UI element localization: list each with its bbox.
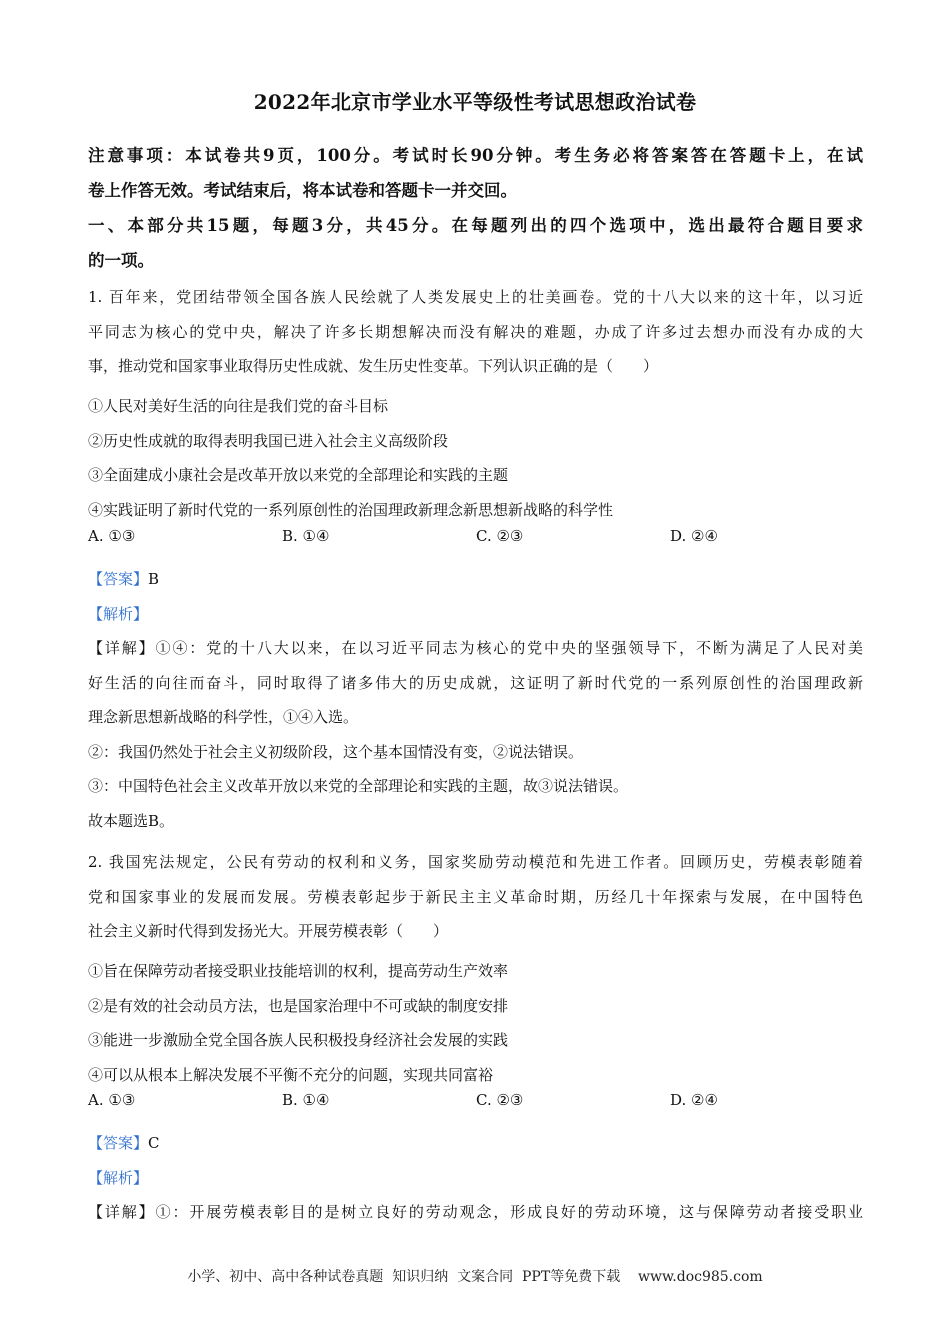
detail-text: ①：开展劳模表彰目的是树立良好的劳动观念，形成良好的劳动环境，这与保障劳动者接受职业 — [155, 1203, 863, 1221]
analysis-tag: 【解析】 — [88, 604, 149, 623]
question-2-options — [88, 1091, 868, 1125]
question-1-stem — [88, 280, 863, 384]
statement-item: ④实践证明了新时代党的一系列原创性的治国理政新理念新思想新战略的科学性 — [88, 500, 614, 519]
stem-line: 平同志为核心的党中央，解决了许多长期想解决而没有解决的难题，办成了许多过去想办而没有办成的大 — [88, 322, 863, 341]
answer-tag: 【答案】 — [88, 1134, 149, 1152]
analysis-tag: 【解析】 — [88, 1168, 149, 1187]
notice-line: 注意事项：本试卷共9页，100分。考试时长90分钟。考生务必将答案答在答题卡上，在试 — [88, 146, 863, 165]
section-line: 一、本部分共15题，每题3分，共45分。在每题列出的四个选项中，选出最符合题目要求 — [88, 216, 863, 235]
answer-value: C — [148, 1134, 160, 1152]
stem-line: 2. 我国宪法规定，公民有劳动的权利和义务，国家奖励劳动模范和先进工作者。回顾历史，劳模表彰随着 — [88, 853, 863, 871]
notice-line: 卷上作答无效。考试结束后，将本试卷和答题卡一并交回。 — [88, 180, 517, 200]
page-title: 2022年北京市学业水平等级性考试思想政治试卷 — [253, 90, 697, 114]
option-b: B. ①④ — [282, 527, 330, 545]
option-d: D. ②④ — [670, 1091, 718, 1109]
option-c: C. ②③ — [476, 1091, 524, 1109]
section-heading — [88, 208, 863, 277]
detail-line: 好生活的向往而奋斗，同时取得了诸多伟大的历史成就，这证明了新时代党的一系列原创性的治国理政新 — [88, 673, 863, 692]
page-footer: 小学、初中、高中各种试卷真题 知识归纳 文案合同 PPT等免费下载 www.doc985.com — [187, 1269, 763, 1285]
statement-item: ④可以从根本上解决发展不平衡不充分的问题，实现共同富裕 — [88, 1065, 494, 1084]
detail-line: 理念新思想新战略的科学性，①④入选。 — [88, 708, 359, 726]
option-a: A. ①③ — [88, 1091, 136, 1109]
detail-line: ②：我国仍然处于社会主义初级阶段，这个基本国情没有变，②说法错误。 — [88, 742, 584, 761]
answer-line — [88, 562, 863, 597]
answer-line — [88, 1126, 863, 1161]
question-2-items — [88, 954, 863, 1092]
question-1-options — [88, 527, 868, 561]
notice — [88, 138, 863, 207]
statement-item: ①人民对美好生活的向往是我们党的奋斗目标 — [88, 397, 389, 415]
option-c: C. ②③ — [476, 527, 524, 545]
statement-item: ②是有效的社会动员方法，也是国家治理中不可或缺的制度安排 — [88, 996, 509, 1015]
question-2-stem — [88, 845, 863, 949]
option-a: A. ①③ — [88, 527, 136, 545]
detail-tag: 【详解】 — [88, 639, 156, 657]
detail-line: 故本题选B。 — [88, 811, 175, 830]
option-b: B. ①④ — [282, 1091, 330, 1109]
analysis-line — [88, 597, 863, 632]
detail-line: ③：中国特色社会主义改革开放以来党的全部理论和实践的主题，故③说法错误。 — [88, 777, 629, 795]
section-line: 的一项。 — [88, 250, 154, 270]
option-d: D. ②④ — [670, 527, 718, 545]
question-2-solution — [88, 1126, 863, 1230]
analysis-line — [88, 1161, 863, 1196]
statement-item: ①旨在保障劳动者接受职业技能培训的权利，提高劳动生产效率 — [88, 962, 509, 980]
detail-tag: 【详解】 — [88, 1203, 156, 1221]
stem-line: 社会主义新时代得到发扬光大。开展劳模表彰（ ） — [88, 922, 449, 940]
statement-item: ③全面建成小康社会是改革开放以来党的全部理论和实践的主题 — [88, 466, 509, 484]
detail-line — [88, 1195, 863, 1230]
question-1-solution — [88, 562, 863, 838]
statement-item: ②历史性成就的取得表明我国已进入社会主义高级阶段 — [88, 431, 449, 450]
stem-line: 事，推动党和国家事业取得历史性成就、发生历史性变革。下列认识正确的是（ ） — [88, 357, 659, 375]
stem-line: 党和国家事业的发展而发展。劳模表彰起步于新民主主义革命时期，历经几十年探索与发展，在中国特色 — [88, 887, 863, 906]
question-1-items — [88, 389, 863, 527]
answer-tag: 【答案】 — [88, 570, 149, 588]
detail-text: ①④：党的十八大以来，在以习近平同志为核心的党中央的坚强领导下，不断为满足了人民对美 — [155, 639, 863, 657]
statement-item: ③能进一步激励全党全国各族人民积极投身经济社会发展的实践 — [88, 1031, 509, 1049]
detail-line — [88, 631, 863, 666]
answer-value: B — [148, 570, 160, 588]
stem-line: 1. 百年来，党团结带领全国各族人民绘就了人类发展史上的壮美画卷。党的十八大以来的这十年，以习近 — [88, 288, 863, 306]
